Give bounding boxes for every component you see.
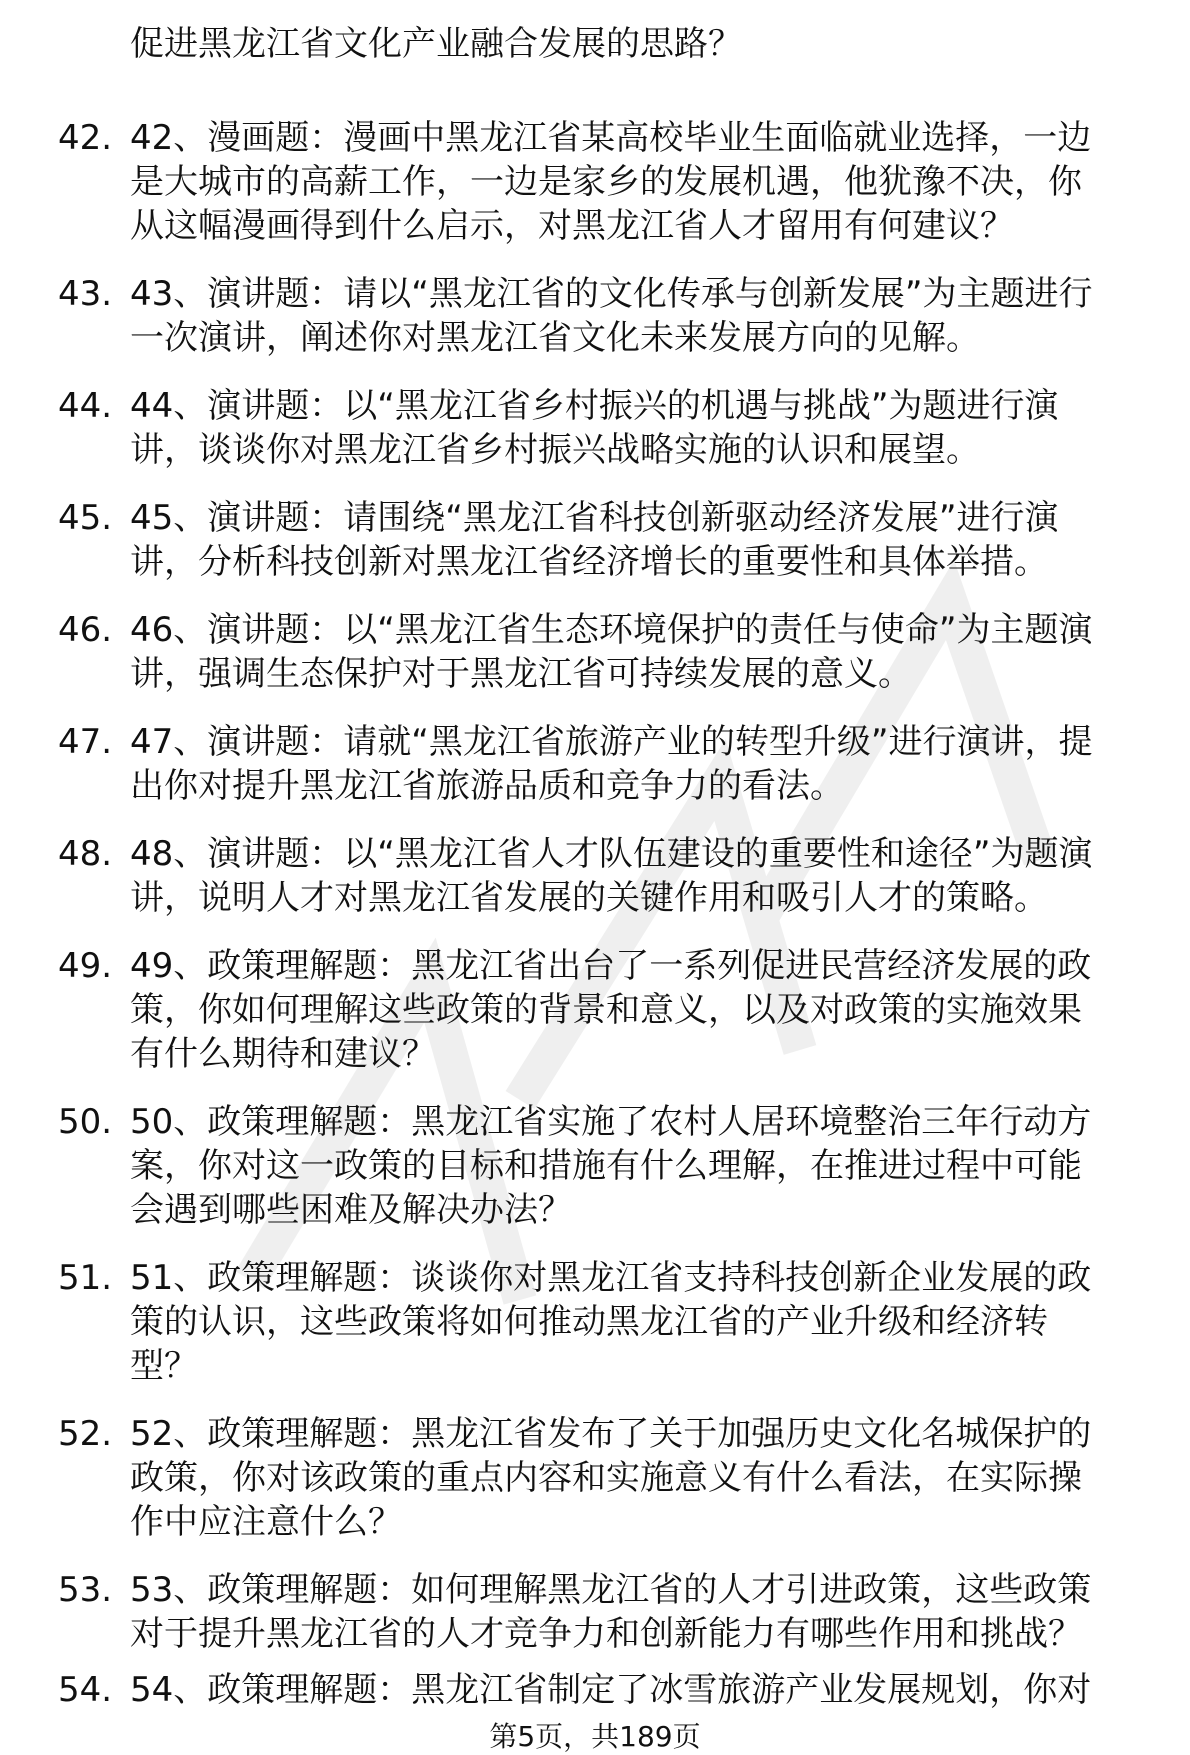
item-46-line-2: 讲，强调生态保护对于黑龙江省可持续发展的意义。 xyxy=(130,654,912,694)
item-49-line-2: 策，你如何理解这些政策的背景和意义，以及对政策的实施效果 xyxy=(130,990,1082,1030)
item-number-45: 45. xyxy=(58,498,113,538)
item-43-line-1: 43、演讲题：请以“黑龙江省的文化传承与创新发展”为主题进行 xyxy=(130,274,1093,314)
item-42-line-3: 从这幅漫画得到什么启示，对黑龙江省人才留用有何建议？ xyxy=(130,206,1014,246)
item-52-line-3: 作中应注意什么？ xyxy=(130,1502,402,1542)
item-53-line-2: 对于提升黑龙江省的人才竞争力和创新能力有哪些作用和挑战？ xyxy=(130,1614,1082,1654)
item-50-line-3: 会遇到哪些困难及解决办法？ xyxy=(130,1190,572,1230)
item-53-line-1: 53、政策理解题：如何理解黑龙江省的人才引进政策，这些政策 xyxy=(130,1570,1092,1610)
item-49-line-1: 49、政策理解题：黑龙江省出台了一系列促进民营经济发展的政 xyxy=(130,946,1092,986)
item-51-line-1: 51、政策理解题：谈谈你对黑龙江省支持科技创新企业发展的政 xyxy=(130,1258,1092,1298)
item-continuation-line: 促进黑龙江省文化产业融合发展的思路？ xyxy=(130,24,742,64)
item-number-48: 48. xyxy=(58,834,113,874)
item-48-line-1: 48、演讲题：以“黑龙江省人才队伍建设的重要性和途径”为题演 xyxy=(130,834,1093,874)
item-48-line-2: 讲，说明人才对黑龙江省发展的关键作用和吸引人才的策略。 xyxy=(130,878,1048,918)
item-number-51: 51. xyxy=(58,1258,113,1298)
item-50-line-2: 案，你对这一政策的目标和措施有什么理解，在推进过程中可能 xyxy=(130,1146,1082,1186)
item-50-line-1: 50、政策理解题：黑龙江省实施了农村人居环境整治三年行动方 xyxy=(130,1102,1092,1142)
item-43-line-2: 一次演讲，阐述你对黑龙江省文化未来发展方向的见解。 xyxy=(130,318,980,358)
item-number-44: 44. xyxy=(58,386,113,426)
item-44-line-2: 讲，谈谈你对黑龙江省乡村振兴战略实施的认识和展望。 xyxy=(130,430,980,470)
item-number-49: 49. xyxy=(58,946,113,986)
item-number-43: 43. xyxy=(58,274,113,314)
item-number-42: 42. xyxy=(58,118,113,158)
page-footer: 第5页，共189页 xyxy=(489,1720,701,1753)
item-42-line-2: 是大城市的高薪工作，一边是家乡的发展机遇，他犹豫不决，你 xyxy=(130,162,1082,202)
item-51-line-2: 策的认识，这些政策将如何推动黑龙江省的产业升级和经济转 xyxy=(130,1302,1048,1342)
item-number-50: 50. xyxy=(58,1102,113,1142)
item-47-line-1: 47、演讲题：请就“黑龙江省旅游产业的转型升级”进行演讲，提 xyxy=(130,722,1093,762)
item-number-54: 54. xyxy=(58,1670,113,1710)
item-42-line-1: 42、漫画题：漫画中黑龙江省某高校毕业生面临就业选择，一边 xyxy=(130,118,1092,158)
item-49-line-3: 有什么期待和建议？ xyxy=(130,1034,436,1074)
item-52-line-1: 52、政策理解题：黑龙江省发布了关于加强历史文化名城保护的 xyxy=(130,1414,1092,1454)
item-45-line-1: 45、演讲题：请围绕“黑龙江省科技创新驱动经济发展”进行演 xyxy=(130,498,1059,538)
item-number-52: 52. xyxy=(58,1414,113,1454)
item-number-53: 53. xyxy=(58,1570,113,1610)
item-54-line-1: 54、政策理解题：黑龙江省制定了冰雪旅游产业发展规划，你对 xyxy=(130,1670,1092,1710)
item-45-line-2: 讲，分析科技创新对黑龙江省经济增长的重要性和具体举措。 xyxy=(130,542,1048,582)
item-52-line-2: 政策，你对该政策的重点内容和实施意义有什么看法，在实际操 xyxy=(130,1458,1082,1498)
item-44-line-1: 44、演讲题：以“黑龙江省乡村振兴的机遇与挑战”为题进行演 xyxy=(130,386,1059,426)
item-46-line-1: 46、演讲题：以“黑龙江省生态环境保护的责任与使命”为主题演 xyxy=(130,610,1093,650)
item-47-line-2: 出你对提升黑龙江省旅游品质和竞争力的看法。 xyxy=(130,766,844,806)
item-51-line-3: 型？ xyxy=(130,1346,198,1386)
item-number-46: 46. xyxy=(58,610,113,650)
item-number-47: 47. xyxy=(58,722,113,762)
